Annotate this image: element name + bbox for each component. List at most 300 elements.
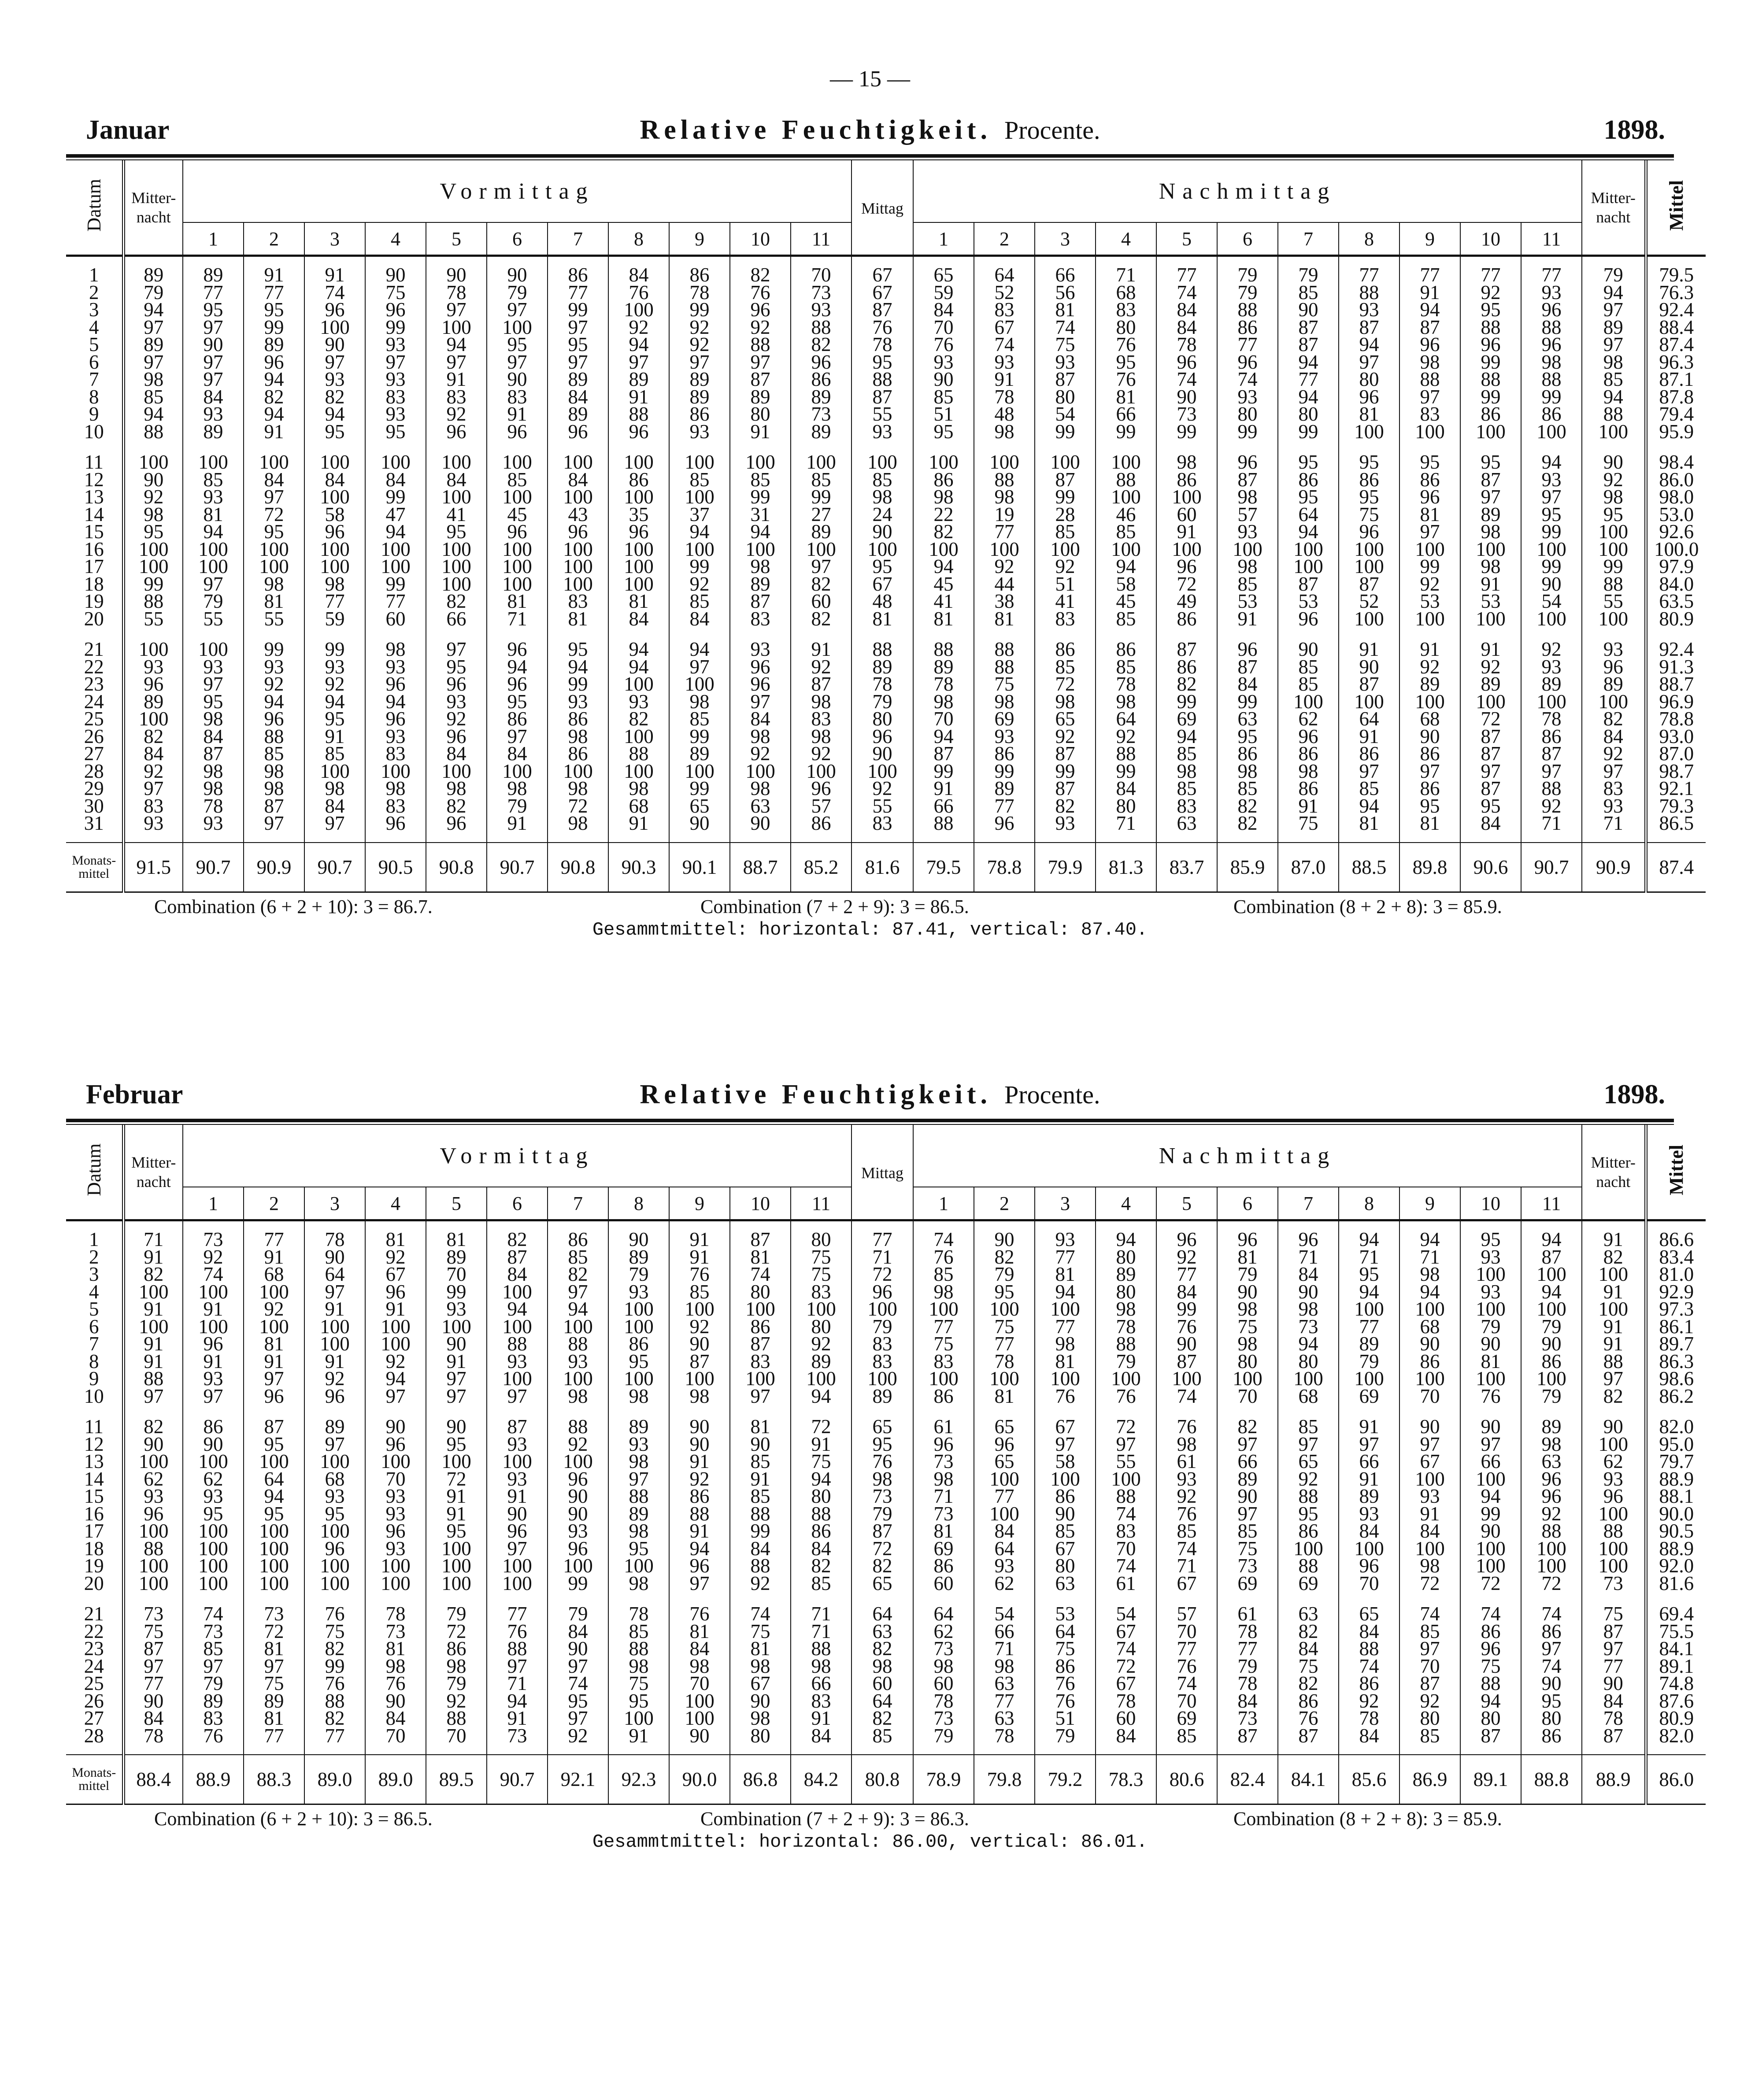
value-cell: 98 <box>244 763 304 780</box>
value-cell: 96 <box>365 710 426 728</box>
value-cell: 95 <box>913 423 974 441</box>
col-mittag: Mittag <box>851 160 913 256</box>
value-cell: 94 <box>365 1370 426 1388</box>
value-cell: 78 <box>913 676 974 693</box>
value-cell: 88 <box>1582 406 1646 423</box>
datum-cell: 16 <box>84 538 104 560</box>
value-cell: 100 <box>1521 610 1582 628</box>
value-cell: 68 <box>1399 710 1460 728</box>
mittel-cell: 79.4 <box>1646 406 1706 423</box>
mittel-cell: 100.0 <box>1646 541 1706 558</box>
value-cell: 84 <box>1339 1727 1399 1745</box>
value-cell: 75 <box>304 1623 365 1641</box>
value-cell: 52 <box>974 284 1035 302</box>
value-cell: 89 <box>1460 676 1521 693</box>
value-cell: 94 <box>1278 354 1339 371</box>
value-cell: 94 <box>913 558 974 576</box>
value-cell: 98 <box>304 576 365 593</box>
value-cell: 86 <box>791 1523 851 1540</box>
value-cell: 95 <box>1217 728 1278 746</box>
value-cell: 72 <box>851 1540 913 1558</box>
value-cell: 90 <box>669 1418 730 1436</box>
value-cell: 81 <box>1035 1266 1096 1283</box>
value-cell: 82 <box>1035 798 1096 815</box>
value-cell: 80 <box>730 406 791 423</box>
value-cell: 89 <box>123 266 183 284</box>
value-cell: 71 <box>913 1488 974 1505</box>
value-cell: 80 <box>1278 1353 1339 1371</box>
monatsmittel-cell: 78.8 <box>974 843 1035 892</box>
value-cell: 88 <box>1096 1335 1156 1353</box>
value-cell: 89 <box>791 388 851 406</box>
value-cell: 98 <box>1035 1335 1096 1353</box>
hour-nm-6: 6 <box>1217 222 1278 256</box>
value-cell: 72 <box>426 1471 487 1488</box>
value-cell: 100 <box>304 1523 365 1540</box>
value-cell: 72 <box>1460 710 1521 728</box>
value-cell: 90 <box>1278 301 1339 319</box>
value-cell: 94 <box>304 406 365 423</box>
value-cell: 87 <box>487 1418 548 1436</box>
value-cell: 85 <box>1156 1523 1217 1540</box>
value-cell: 96 <box>487 523 548 541</box>
value-cell: 100 <box>487 454 548 471</box>
value-cell: 85 <box>669 710 730 728</box>
value-cell: 77 <box>1339 1318 1399 1336</box>
value-cell: 97 <box>1582 301 1646 319</box>
value-cell: 93 <box>426 693 487 711</box>
value-cell: 55 <box>1096 1453 1156 1471</box>
value-cell: 86 <box>1217 745 1278 763</box>
value-cell: 73 <box>1156 406 1217 423</box>
value-cell: 84 <box>244 471 304 489</box>
value-cell: 78 <box>851 676 913 693</box>
monatsmittel-cell: 86.0 <box>1646 1755 1706 1804</box>
value-cell: 80 <box>730 1283 791 1301</box>
value-cell: 77 <box>974 1693 1035 1710</box>
value-cell: 94 <box>669 641 730 658</box>
value-cell: 98 <box>1217 1335 1278 1353</box>
value-cell: 69 <box>1278 1575 1339 1593</box>
value-cell: 84 <box>608 266 669 284</box>
value-cell: 100 <box>1460 541 1521 558</box>
mittel-cell: 88.1 <box>1646 1488 1706 1505</box>
mittel-cell: 83.4 <box>1646 1249 1706 1266</box>
value-cell: 86 <box>791 815 851 832</box>
value-cell: 97 <box>304 1436 365 1453</box>
value-cell: 100 <box>123 641 183 658</box>
value-cell: 96 <box>365 676 426 693</box>
value-cell: 81 <box>1035 301 1096 319</box>
value-cell: 92 <box>1460 284 1521 302</box>
value-cell: 94 <box>1339 1283 1399 1301</box>
value-cell: 88 <box>608 406 669 423</box>
value-cell: 68 <box>608 798 669 815</box>
value-cell: 86 <box>1035 1658 1096 1675</box>
value-cell: 97 <box>1339 354 1399 371</box>
value-cell: 92 <box>669 319 730 336</box>
value-cell: 94 <box>123 301 183 319</box>
value-cell: 95 <box>1460 1231 1521 1249</box>
value-cell: 81 <box>1035 1353 1096 1371</box>
value-cell: 71 <box>1096 815 1156 832</box>
value-cell: 85 <box>183 1640 244 1658</box>
value-cell: 94 <box>487 1301 548 1318</box>
mittel-cell: 82.0 <box>1646 1418 1706 1436</box>
value-cell: 76 <box>304 1675 365 1693</box>
value-cell: 100 <box>365 1318 426 1336</box>
value-cell: 96 <box>1339 1557 1399 1575</box>
value-cell: 67 <box>1096 1675 1156 1693</box>
value-cell: 99 <box>1278 423 1339 441</box>
value-cell: 97 <box>1399 1640 1460 1658</box>
value-cell: 77 <box>365 593 426 610</box>
hour-nm-10: 10 <box>1460 222 1521 256</box>
value-cell: 90 <box>669 815 730 832</box>
value-cell: 90 <box>365 1693 426 1710</box>
value-cell: 89 <box>244 1693 304 1710</box>
value-cell: 74 <box>183 1266 244 1283</box>
value-cell: 77 <box>851 1231 913 1249</box>
hour-vm-5: 5 <box>426 222 487 256</box>
datum-cell: 13 <box>84 486 104 508</box>
value-cell: 97 <box>1399 1436 1460 1453</box>
value-cell: 92 <box>1096 728 1156 746</box>
mittel-cell: 79.5 <box>1646 266 1706 284</box>
value-cell: 100 <box>123 710 183 728</box>
value-cell: 90 <box>974 1231 1035 1249</box>
value-cell: 79 <box>426 1605 487 1623</box>
value-cell: 64 <box>1035 1623 1096 1641</box>
value-cell: 90 <box>1582 1418 1646 1436</box>
value-cell: 84 <box>304 798 365 815</box>
value-cell: 81 <box>913 610 974 628</box>
value-cell: 78 <box>1096 1693 1156 1710</box>
monatsmittel-cell: 90.3 <box>608 843 669 892</box>
value-cell: 84 <box>1217 1693 1278 1710</box>
value-cell: 94 <box>183 523 244 541</box>
value-cell: 93 <box>183 815 244 832</box>
value-cell: 97 <box>123 319 183 336</box>
value-cell: 66 <box>1217 1453 1278 1471</box>
value-cell: 82 <box>123 728 183 746</box>
value-cell: 100 <box>487 319 548 336</box>
value-cell: 86 <box>1521 406 1582 423</box>
value-cell: 74 <box>1217 371 1278 388</box>
value-cell: 76 <box>1460 1388 1521 1405</box>
value-cell: 80 <box>791 1231 851 1249</box>
value-cell: 94 <box>1339 798 1399 815</box>
value-cell: 97 <box>304 354 365 371</box>
monatsmittel-cell: 91.5 <box>123 843 183 892</box>
value-cell: 94 <box>123 406 183 423</box>
value-cell: 75 <box>791 1453 851 1471</box>
value-cell: 91 <box>913 780 974 798</box>
value-cell: 100 <box>365 454 426 471</box>
value-cell: 87 <box>1217 471 1278 489</box>
mittel-cell: 81.6 <box>1646 1575 1706 1593</box>
monatsmittel-cell: 92.1 <box>548 1755 608 1804</box>
value-cell: 53 <box>1278 593 1339 610</box>
mittel-cell: 74.8 <box>1646 1675 1706 1693</box>
value-cell: 100 <box>913 541 974 558</box>
datum-cell: 26 <box>84 1690 104 1712</box>
value-cell: 48 <box>851 593 913 610</box>
value-cell: 82 <box>1582 1388 1646 1405</box>
value-cell: 90 <box>1278 1283 1339 1301</box>
value-cell: 99 <box>1217 423 1278 441</box>
value-cell: 91 <box>123 1335 183 1353</box>
value-cell: 100 <box>183 558 244 576</box>
value-cell: 93 <box>1339 1505 1399 1523</box>
value-cell: 93 <box>1460 1283 1521 1301</box>
value-cell: 84 <box>1278 1640 1339 1658</box>
value-cell: 87 <box>1460 1727 1521 1745</box>
value-cell: 99 <box>1521 523 1582 541</box>
value-cell: 73 <box>123 1605 183 1623</box>
value-cell: 65 <box>1339 1605 1399 1623</box>
value-cell: 100 <box>123 1283 183 1301</box>
year-label: 1898. <box>1603 115 1665 145</box>
value-cell: 75 <box>1339 506 1399 524</box>
value-cell: 82 <box>304 388 365 406</box>
value-cell: 60 <box>791 593 851 610</box>
value-cell: 48 <box>974 406 1035 423</box>
col-nachmittag: Nachmittag <box>913 160 1582 222</box>
mittel-cell: 93.0 <box>1646 728 1706 746</box>
value-cell: 22 <box>913 506 974 524</box>
value-cell: 66 <box>913 798 974 815</box>
value-cell: 98 <box>730 728 791 746</box>
value-cell: 86 <box>426 1640 487 1658</box>
value-cell: 100 <box>304 488 365 506</box>
value-cell: 43 <box>548 506 608 524</box>
value-cell: 97 <box>548 1710 608 1727</box>
value-cell: 90 <box>1521 1675 1582 1693</box>
value-cell: 75 <box>791 1249 851 1266</box>
value-cell: 83 <box>365 388 426 406</box>
mittel-cell: 80.9 <box>1646 1710 1706 1727</box>
value-cell: 97 <box>183 371 244 388</box>
value-cell: 70 <box>365 1727 426 1745</box>
mittel-cell: 92.0 <box>1646 1557 1706 1575</box>
value-cell: 100 <box>791 763 851 780</box>
value-cell: 100 <box>1460 1540 1521 1558</box>
value-cell: 100 <box>1460 1301 1521 1318</box>
value-cell: 96 <box>851 728 913 746</box>
mittel-cell: 79.3 <box>1646 798 1706 815</box>
hour-nm-2: 2 <box>974 1187 1035 1220</box>
value-cell: 78 <box>1156 336 1217 354</box>
datum-cell: 15 <box>84 1485 104 1507</box>
value-cell: 72 <box>1035 676 1096 693</box>
monatsmittel-cell: 80.8 <box>851 1755 913 1804</box>
value-cell: 88 <box>123 593 183 610</box>
value-cell: 100 <box>183 1540 244 1558</box>
value-cell: 87 <box>1035 780 1096 798</box>
value-cell: 94 <box>791 1471 851 1488</box>
value-cell: 91 <box>123 1301 183 1318</box>
monatsmittel-cell: 88.3 <box>244 1755 304 1804</box>
value-cell: 71 <box>487 1675 548 1693</box>
value-cell: 90 <box>426 1335 487 1353</box>
value-cell: 87 <box>1460 780 1521 798</box>
value-cell: 65 <box>913 266 974 284</box>
value-cell: 84 <box>123 1710 183 1727</box>
value-cell: 98 <box>1096 693 1156 711</box>
value-cell: 82 <box>608 710 669 728</box>
value-cell: 97 <box>1096 1436 1156 1453</box>
value-cell: 67 <box>1399 1453 1460 1471</box>
value-cell: 100 <box>1339 610 1399 628</box>
value-cell: 100 <box>244 1540 304 1558</box>
value-cell: 38 <box>974 593 1035 610</box>
value-cell: 74 <box>1156 1675 1217 1693</box>
value-cell: 82 <box>1278 1623 1339 1641</box>
value-cell: 90 <box>1217 1488 1278 1505</box>
datum-cell: 8 <box>89 1350 99 1372</box>
value-cell: 86 <box>1521 1727 1582 1745</box>
value-cell: 71 <box>1096 266 1156 284</box>
value-cell: 90 <box>1460 1418 1521 1436</box>
value-cell: 70 <box>1339 1575 1399 1593</box>
value-cell: 92 <box>730 319 791 336</box>
value-cell: 98 <box>123 506 183 524</box>
value-cell: 100 <box>1399 1301 1460 1318</box>
value-cell: 93 <box>730 641 791 658</box>
value-cell: 90 <box>851 523 913 541</box>
value-cell: 86 <box>669 406 730 423</box>
value-cell: 76 <box>1035 1693 1096 1710</box>
value-cell: 92 <box>791 658 851 676</box>
value-cell: 94 <box>1582 388 1646 406</box>
value-cell: 75 <box>974 676 1035 693</box>
value-cell: 90 <box>123 1436 183 1453</box>
value-cell: 87 <box>1278 319 1339 336</box>
value-cell: 99 <box>1096 423 1156 441</box>
value-cell: 70 <box>365 1471 426 1488</box>
value-cell: 100 <box>183 641 244 658</box>
value-cell: 79 <box>183 1675 244 1693</box>
datum-cell: 18 <box>84 573 104 595</box>
value-cell: 53 <box>1217 593 1278 610</box>
monatsmittel-cell: 83.7 <box>1156 843 1217 892</box>
value-cell: 76 <box>1156 1418 1217 1436</box>
value-cell: 88 <box>913 641 974 658</box>
monatsmittel-cell: 81.3 <box>1096 843 1156 892</box>
datum-cell: 22 <box>84 655 104 678</box>
value-cell: 85 <box>123 388 183 406</box>
value-cell: 74 <box>1035 319 1096 336</box>
value-cell: 99 <box>1096 763 1156 780</box>
value-cell: 99 <box>1460 388 1521 406</box>
datum-cell: 2 <box>89 1246 99 1268</box>
value-cell: 83 <box>730 610 791 628</box>
value-cell: 87 <box>1399 319 1460 336</box>
value-cell: 94 <box>1460 1488 1521 1505</box>
value-cell: 99 <box>1460 354 1521 371</box>
value-cell: 97 <box>426 1370 487 1388</box>
value-cell: 97 <box>730 354 791 371</box>
value-cell: 86 <box>548 745 608 763</box>
value-cell: 76 <box>1096 336 1156 354</box>
value-cell: 76 <box>1096 371 1156 388</box>
value-cell: 90 <box>1399 1335 1460 1353</box>
value-cell: 97 <box>1460 488 1521 506</box>
value-cell: 91 <box>487 815 548 832</box>
value-cell: 84 <box>1156 319 1217 336</box>
value-cell: 80 <box>1278 406 1339 423</box>
monatsmittel-cell: 90.7 <box>1521 843 1582 892</box>
value-cell: 86 <box>1399 745 1460 763</box>
value-cell: 78 <box>304 1231 365 1249</box>
monatsmittel-cell: 90.9 <box>1582 843 1646 892</box>
datum-cell: 9 <box>89 1368 99 1390</box>
value-cell: 99 <box>365 488 426 506</box>
value-cell: 100 <box>426 1318 487 1336</box>
value-cell: 93 <box>1217 523 1278 541</box>
value-cell: 55 <box>851 406 913 423</box>
monatsmittel-cell: 90.7 <box>487 843 548 892</box>
value-cell: 63 <box>974 1675 1035 1693</box>
value-cell: 89 <box>183 423 244 441</box>
value-cell: 83 <box>1096 301 1156 319</box>
value-cell: 94 <box>1582 284 1646 302</box>
value-cell: 72 <box>1460 1575 1521 1593</box>
value-cell: 92 <box>1582 471 1646 489</box>
value-cell: 19 <box>974 506 1035 524</box>
value-cell: 93 <box>304 1488 365 1505</box>
value-cell: 87 <box>791 676 851 693</box>
value-cell: 100 <box>1582 1436 1646 1453</box>
value-cell: 97 <box>183 676 244 693</box>
value-cell: 95 <box>1460 454 1521 471</box>
value-cell: 100 <box>1339 1370 1399 1388</box>
value-cell: 76 <box>669 1266 730 1283</box>
value-cell: 78 <box>974 1727 1035 1745</box>
value-cell: 88 <box>487 1335 548 1353</box>
value-cell: 100 <box>123 1523 183 1540</box>
value-cell: 100 <box>669 488 730 506</box>
datum-cell: 29 <box>84 777 104 799</box>
value-cell: 82 <box>851 1640 913 1658</box>
value-cell: 100 <box>730 541 791 558</box>
combination-1: Combination (6 + 2 + 10): 3 = 86.7. <box>154 895 433 917</box>
value-cell: 69 <box>1217 1575 1278 1593</box>
value-cell: 83 <box>1096 1523 1156 1540</box>
value-cell: 100 <box>1339 1540 1399 1558</box>
value-cell: 82 <box>791 1557 851 1575</box>
value-cell: 90 <box>548 1640 608 1658</box>
value-cell: 72 <box>1399 1575 1460 1593</box>
value-cell: 96 <box>1521 1488 1582 1505</box>
value-cell: 91 <box>1278 798 1339 815</box>
value-cell: 86 <box>487 710 548 728</box>
value-cell: 95 <box>548 641 608 658</box>
value-cell: 99 <box>669 558 730 576</box>
value-cell: 84 <box>123 745 183 763</box>
datum-cell: 27 <box>84 1707 104 1729</box>
value-cell: 85 <box>669 1283 730 1301</box>
value-cell: 100 <box>851 454 913 471</box>
value-cell: 93 <box>123 815 183 832</box>
value-cell: 97 <box>669 658 730 676</box>
value-cell: 84 <box>1278 1266 1339 1283</box>
value-cell: 86 <box>1399 780 1460 798</box>
value-cell: 96 <box>1399 336 1460 354</box>
hour-vm-10: 10 <box>730 222 791 256</box>
value-cell: 100 <box>1399 1540 1460 1558</box>
